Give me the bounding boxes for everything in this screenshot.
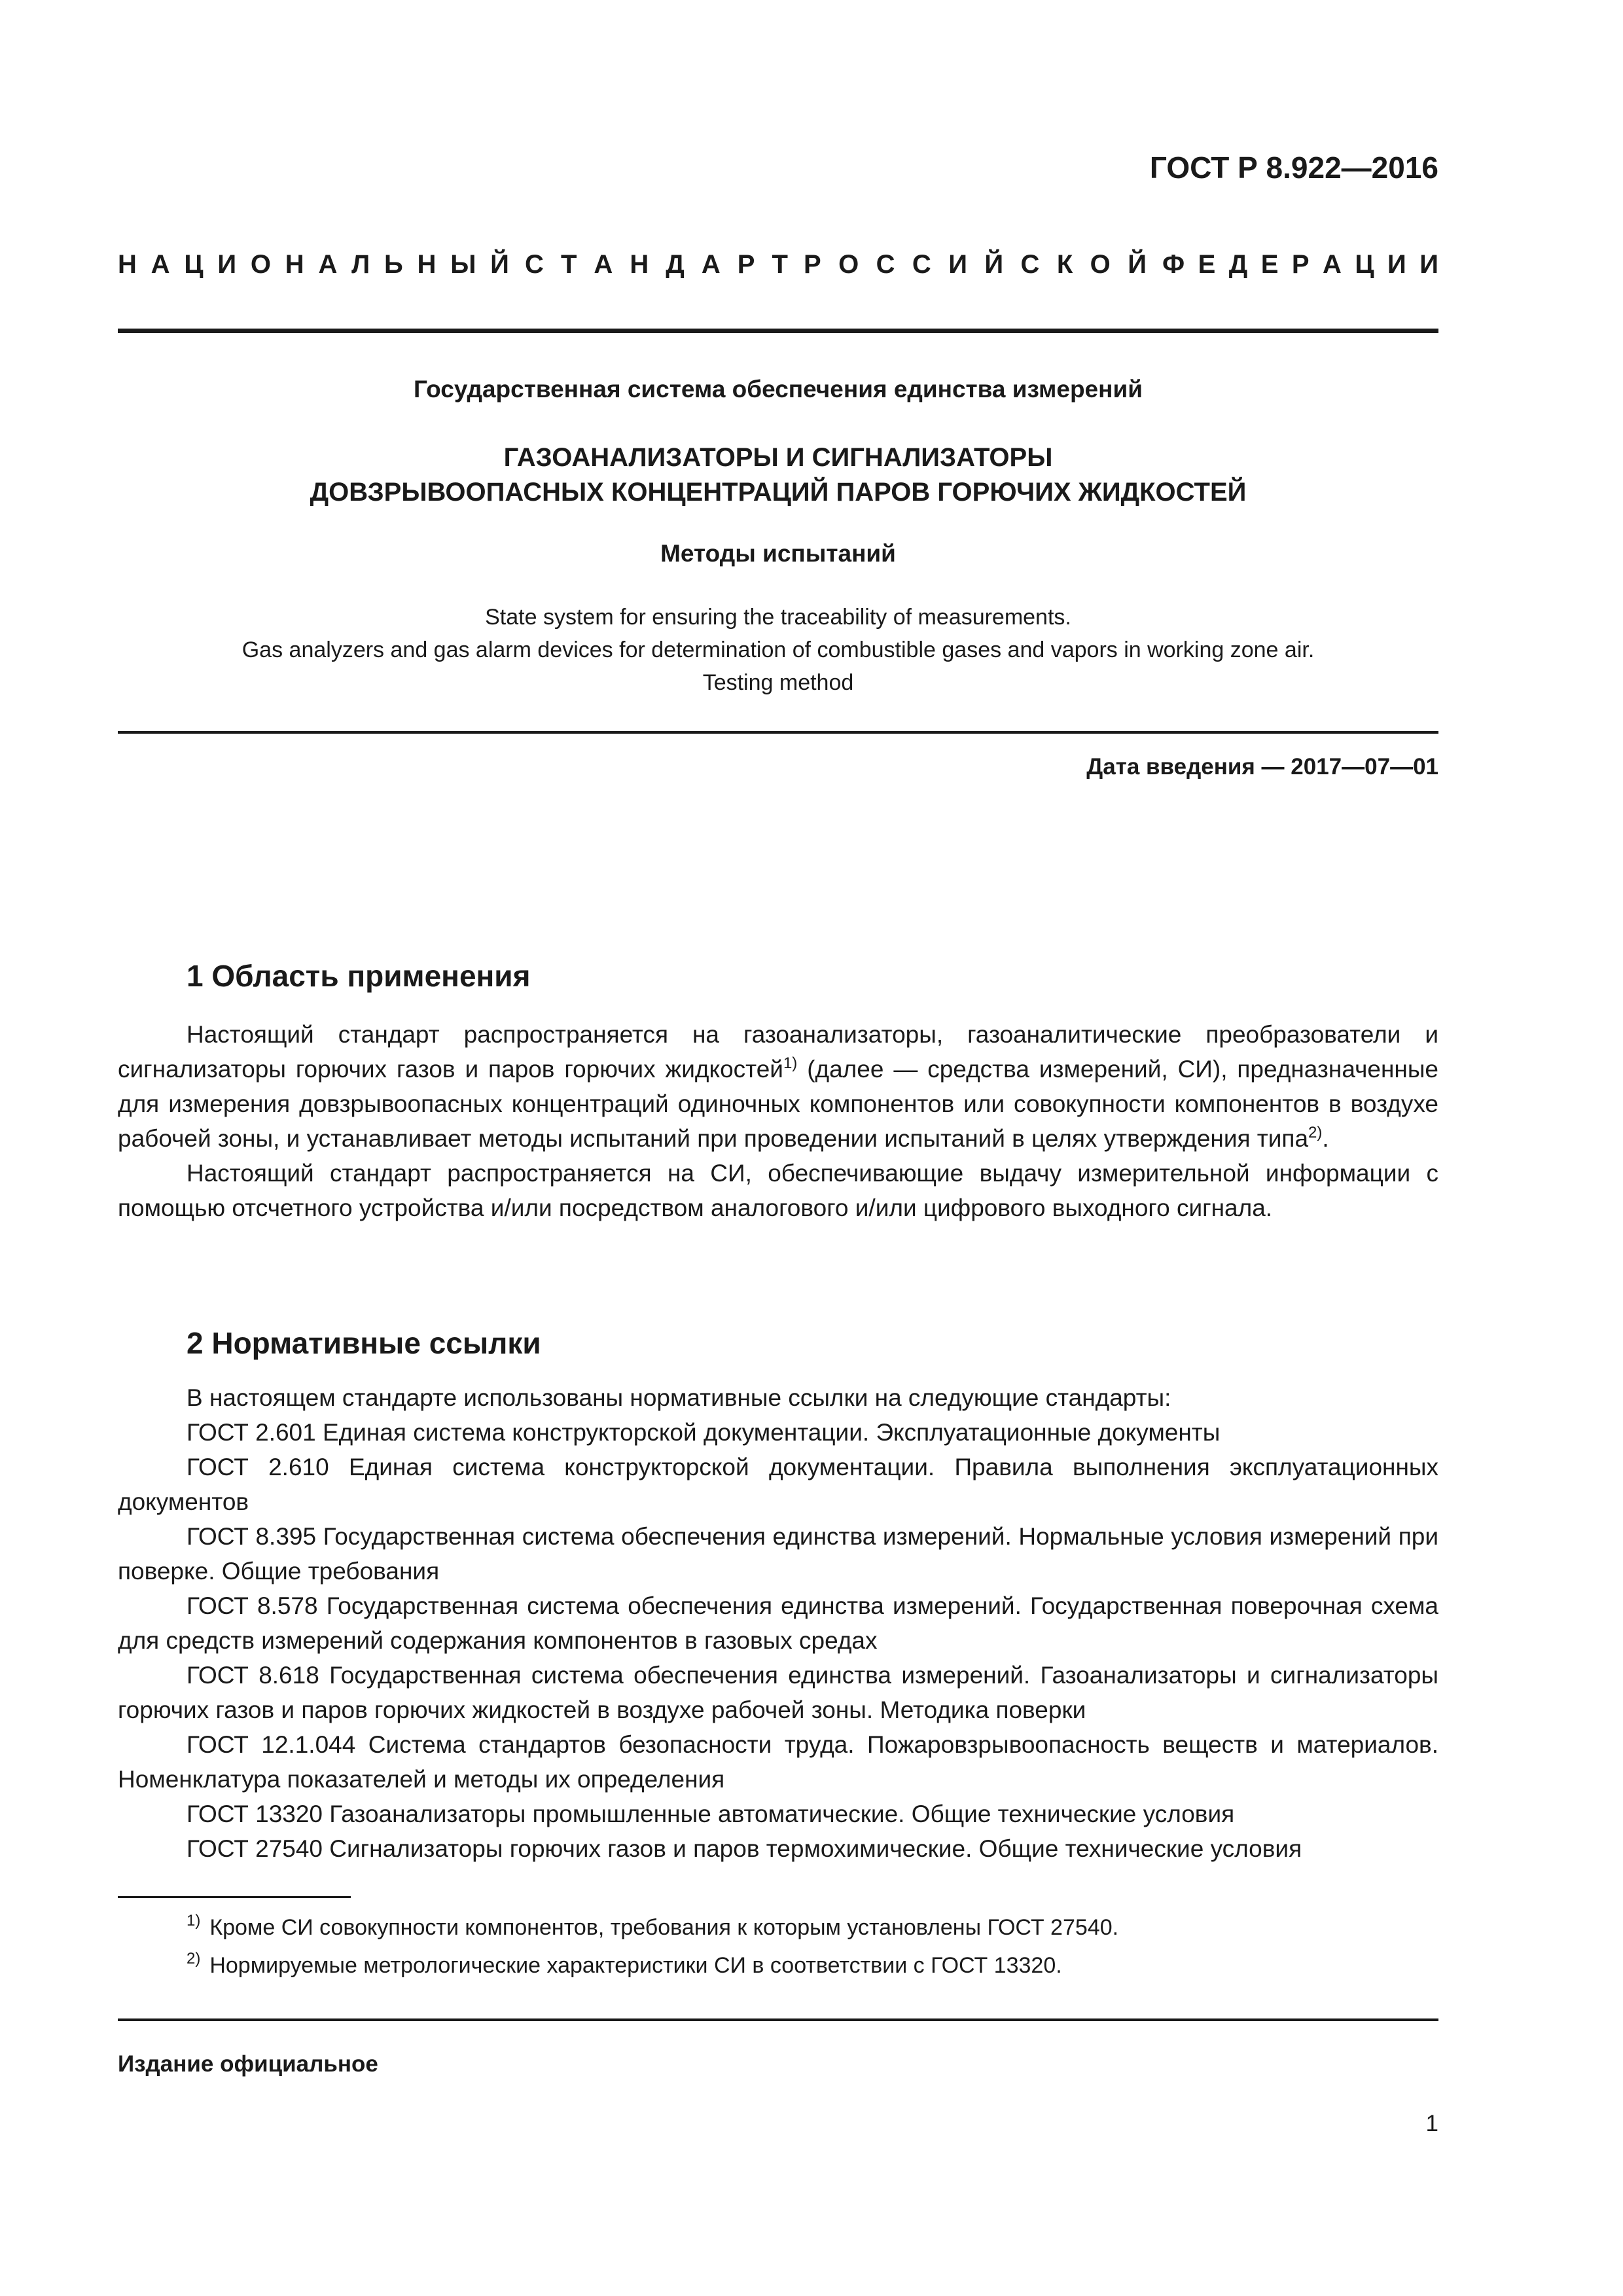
banner-word-1: Н А Ц И О Н А Л Ь Н Ы Й [118, 250, 509, 279]
footnote-2 [187, 1946, 1118, 1984]
section-2-heading: 2 Нормативные ссылки [187, 1326, 541, 1360]
paragraph-text: Настоящий стандарт распространяется на газоанализаторы, газоаналитические преобразователи и сигнализаторы горючих газов и паров горючих жидкостей [118, 1021, 1438, 1083]
footnote-ref-2: 2) [1308, 1124, 1323, 1141]
main-title-line-2: ДОВЗРЫВООПАСНЫХ КОНЦЕНТРАЦИЙ ПАРОВ ГОРЮЧИХ ЖИДКОСТЕЙ [310, 478, 1247, 507]
footnote-ref-1: 1) [783, 1054, 798, 1072]
reference-item: ГОСТ 8.618 Государственная система обеспечения единства измерений. Газоанализаторы и сигнализаторы горючих газов и паров горючих жидкостей в воздухе рабочей зоны. Методика поверки [118, 1662, 1438, 1723]
footnote-text: Кроме СИ совокупности компонентов, требования к которым установлены ГОСТ 27540. [209, 1915, 1119, 1940]
reference-item: ГОСТ 27540 Сигнализаторы горючих газов и паров термохимические. Общие технические условия [187, 1835, 1302, 1862]
system-title: Государственная система обеспечения единства измерений [414, 376, 1143, 403]
title-divider [118, 731, 1438, 734]
section-1-paragraph-1 [118, 1017, 1438, 1156]
main-title-line-1: ГАЗОАНАЛИЗАТОРЫ И СИГНАЛИЗАТОРЫ [503, 443, 1053, 472]
section-1-body [118, 1017, 1438, 1225]
banner-word-2: С Т А Н Д А Р Т [525, 250, 788, 279]
english-title [118, 601, 1438, 699]
official-edition-label: Издание официальное [118, 2051, 378, 2077]
reference-item: ГОСТ 13320 Газоанализаторы промышленные автоматические. Общие технические условия [187, 1801, 1235, 1827]
footnote-mark: 2) [187, 1950, 201, 1967]
footnote-mark: 1) [187, 1912, 201, 1929]
reference-item: ГОСТ 8.395 Государственная система обеспечения единства измерений. Нормальные условия измерений при поверке. Общие требования [118, 1523, 1438, 1585]
footer-divider [118, 2018, 1438, 2021]
banner-word-3: Р О С С И Й С К О Й [804, 250, 1147, 279]
footnote-separator [118, 1896, 351, 1898]
reference-item: ГОСТ 8.578 Государственная система обеспечения единства измерений. Государственная поверочная схема для средств измерений содержания компонентов в газовых средах [118, 1592, 1438, 1654]
footnote-text: Нормируемые метрологические характеристики СИ в соответствии с ГОСТ 13320. [209, 1953, 1062, 1978]
footnotes [187, 1909, 1118, 1984]
main-title [118, 440, 1438, 510]
methods-subtitle: Методы испытаний [660, 540, 896, 567]
footnote-1 [187, 1909, 1118, 1946]
banner-word-4: Ф Е Д Е Р А Ц И И [1162, 250, 1438, 279]
document-code: ГОСТ Р 8.922—2016 [1149, 151, 1438, 185]
reference-item: ГОСТ 12.1.044 Система стандартов безопасности труда. Пожаровзрывоопасность веществ и материалов. Номенклатура показателей и методы их определения [118, 1731, 1438, 1793]
reference-item: ГОСТ 2.601 Единая система конструкторской документации. Эксплуатационные документы [187, 1419, 1221, 1446]
english-title-line-2: Gas analyzers and gas alarm devices for determination of combustible gases and vapors in working zone air. [241, 637, 1315, 662]
section-2-intro: В настоящем стандарте использованы нормативные ссылки на следующие стандарты: [187, 1384, 1171, 1411]
english-title-line-3: Testing method [702, 670, 854, 695]
reference-item: ГОСТ 2.610 Единая система конструкторской документации. Правила выполнения эксплуатационных документов [118, 1454, 1438, 1515]
paragraph-text: (далее — средства измерений, СИ), предназначенные для измерения довзрывоопасных концентраций одиночных компонентов или совокупности компонентов в воздухе рабочей зоны, и устанавливает методы испытаний при проведении испытаний в целях утверждения типа [118, 1056, 1438, 1152]
header-divider [118, 329, 1438, 333]
national-standard-banner [118, 247, 1438, 281]
introduction-date: Дата введения — 2017—07—01 [1086, 754, 1438, 780]
english-title-line-1: State system for ensuring the traceability of measurements. [485, 605, 1071, 630]
section-1-paragraph-2: Настоящий стандарт распространяется на СИ, обеспечивающие выдачу измерительной информации с помощью отсчетного устройства и/или посредством аналогового и/или цифрового выходного сигнала. [118, 1160, 1438, 1221]
section-1-heading: 1 Область применения [187, 959, 531, 993]
paragraph-text: . [1322, 1125, 1329, 1152]
section-2-body [118, 1380, 1438, 1866]
page-number: 1 [1425, 2111, 1438, 2136]
